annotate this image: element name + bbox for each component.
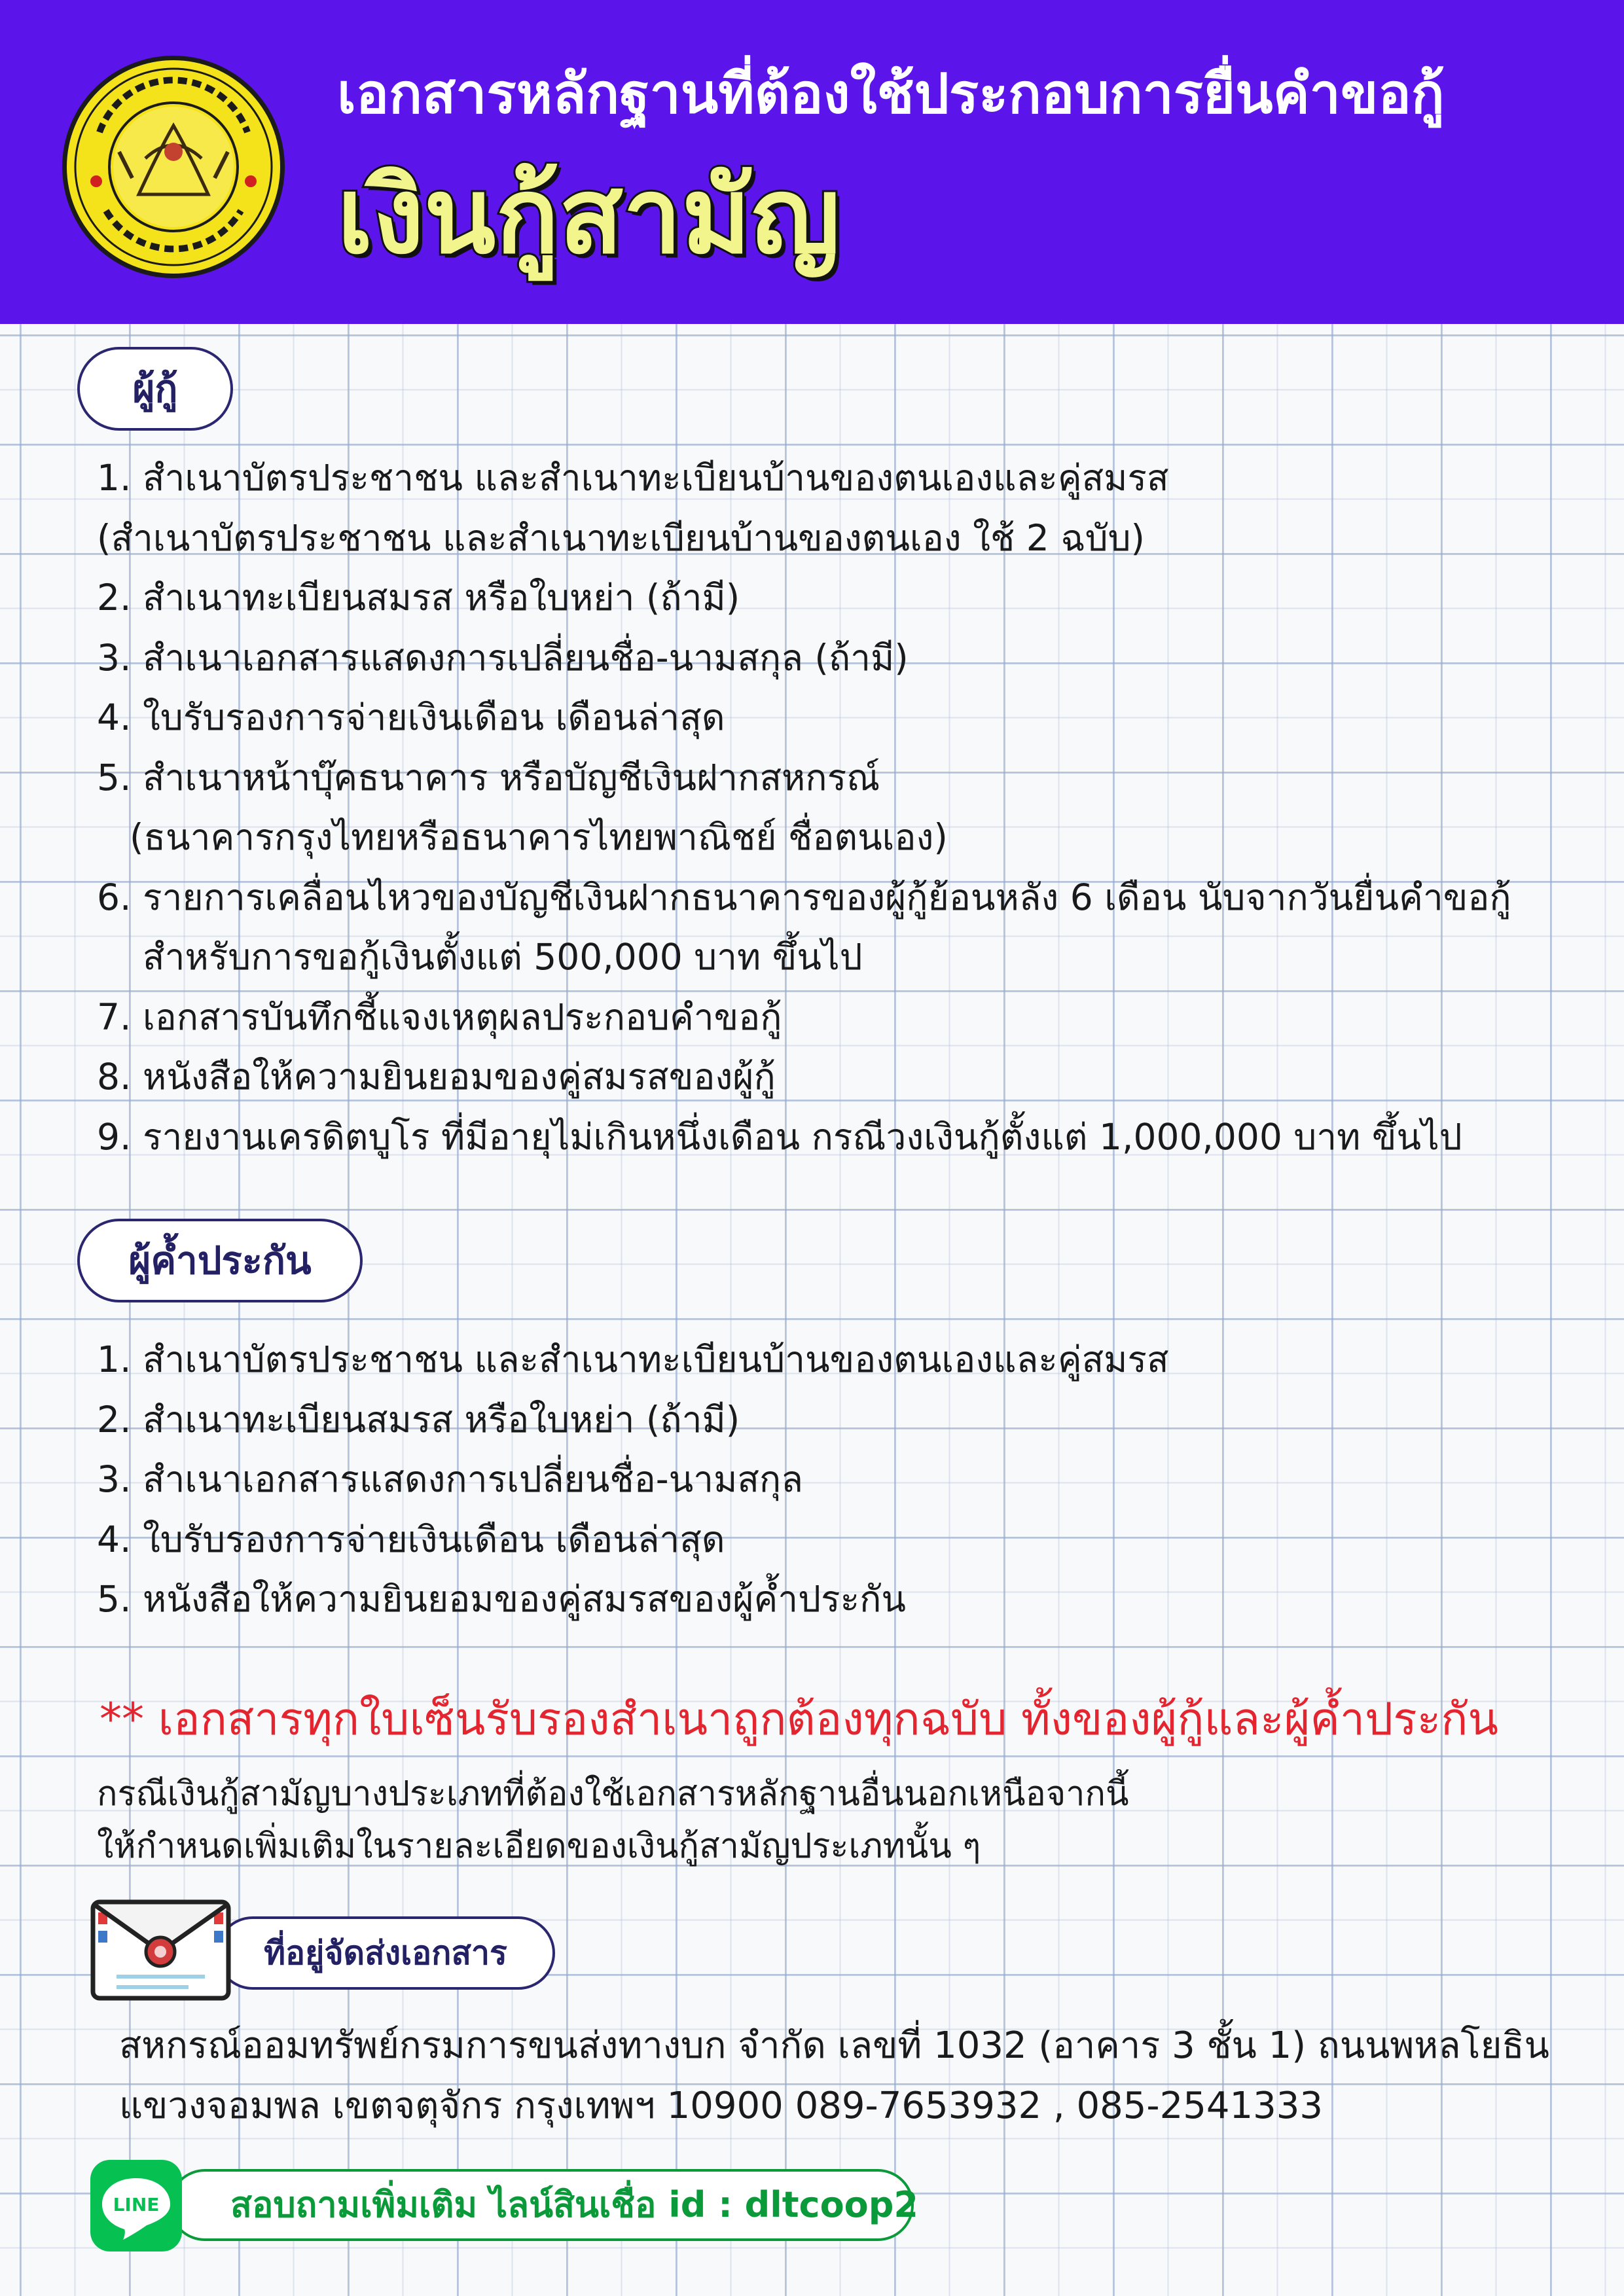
line-app-icon	[90, 2160, 182, 2251]
borrower-document-list	[97, 448, 1511, 1167]
additional-note-line-1: กรณีเงินกู้สามัญบางประเภทที่ต้องใช้เอกสารหลักฐานอื่นนอกเหนือจากนี้	[97, 1774, 1129, 1814]
address-line-1: สหกรณ์ออมทรัพย์กรมการขนส่งทางบก จำกัด เลขที่ 1032 (อาคาร 3 ชั้น 1) ถนนพหลโยธิน	[119, 2024, 1549, 2067]
envelope-icon	[90, 1899, 231, 2001]
shipping-address	[119, 2016, 1549, 2136]
dlt-coop-seal-icon	[60, 54, 287, 280]
list-item: 9. รายงานเครดิตบูโร ที่มีอายุไม่เกินหนึ่งเดือน กรณีวงเงินกู้ตั้งแต่ 1,000,000 บาท ขึ้นไป	[97, 1115, 1462, 1158]
list-item: 5. สำเนาหน้าบุ๊คธนาคาร หรือบัญชีเงินฝากสหกรณ์	[97, 756, 880, 798]
additional-note-line-2: ให้กำหนดเพิ่มเติมในรายละเอียดของเงินกู้สามัญประเภทนั้น ๆ	[97, 1827, 981, 1866]
header-banner	[0, 0, 1624, 324]
list-item: 6. รายการเคลื่อนไหวของบัญชีเงินฝากธนาคารของผู้กู้ย้อนหลัง 6 เดือน นับจากวันยื่นคำขอกู้	[97, 876, 1511, 918]
list-item: 2. สำเนาทะเบียนสมรส หรือใบหย่า (ถ้ามี)	[97, 577, 740, 619]
list-item: 8. หนังสือให้ความยินยอมของคู่สมรสของผู้กู้	[97, 1056, 776, 1098]
line-badge-text: LINE	[113, 2194, 160, 2215]
borrower-heading: ผู้กู้	[77, 347, 233, 431]
line-contact-text: สอบถามเพิ่มเติม ไลน์สินเชื่อ id : dltcoop2	[230, 2184, 918, 2225]
list-item: (สำเนาบัตรประชาชน และสำเนาทะเบียนบ้านของตนเอง ใช้ 2 ฉบับ)	[97, 516, 1145, 559]
list-item: 2. สำเนาทะเบียนสมรส หรือใบหย่า (ถ้ามี)	[97, 1398, 740, 1441]
list-item: 7. เอกสารบันทึกชี้แจงเหตุผลประกอบคำขอกู้	[97, 996, 782, 1038]
header-subtitle: เอกสารหลักฐานที่ต้องใช้ประกอบการยื่นคำขอกู้	[337, 62, 1445, 126]
shipping-address-heading: ที่อยู่จัดส่งเอกสาร	[216, 1916, 555, 1990]
list-item: (ธนาคารกรุงไทยหรือธนาคารไทยพาณิชย์ ชื่อตนเอง)	[130, 816, 948, 858]
page-title: เงินกู้สามัญ	[337, 154, 840, 277]
list-item: 4. ใบรับรองการจ่ายเงินเดือน เดือนล่าสุด	[97, 696, 725, 738]
list-item: สำหรับการขอกู้เงินตั้งแต่ 500,000 บาท ขึ้นไป	[143, 936, 863, 978]
list-item: 3. สำเนาเอกสารแสดงการเปลี่ยนชื่อ-นามสกุล	[97, 1458, 803, 1500]
guarantor-document-list	[97, 1330, 1169, 1630]
address-line-2: แขวงจอมพล เขตจตุจักร กรุงเทพฯ 10900 089-7653932 , 085-2541333	[119, 2085, 1324, 2127]
list-item: 4. ใบรับรองการจ่ายเงินเดือน เดือนล่าสุด	[97, 1518, 725, 1560]
guarantor-heading: ผู้ค้ำประกัน	[77, 1219, 363, 1302]
list-item: 3. สำเนาเอกสารแสดงการเปลี่ยนชื่อ-นามสกุล (ถ้ามี)	[97, 636, 909, 679]
list-item: 1. สำเนาบัตรประชาชน และสำเนาทะเบียนบ้านของตนเองและคู่สมรส	[97, 1338, 1169, 1380]
list-item: 5. หนังสือให้ความยินยอมของคู่สมรสของผู้ค้ำประกัน	[97, 1578, 907, 1620]
list-item: 1. สำเนาบัตรประชาชน และสำเนาทะเบียนบ้านของตนเองและคู่สมรส	[97, 457, 1169, 499]
line-contact	[169, 2169, 918, 2241]
certification-note: ** เอกสารทุกใบเซ็นรับรองสำเนาถูกต้องทุกฉบับ ทั้งของผู้กู้และผู้ค้ำประกัน	[99, 1694, 1498, 1746]
